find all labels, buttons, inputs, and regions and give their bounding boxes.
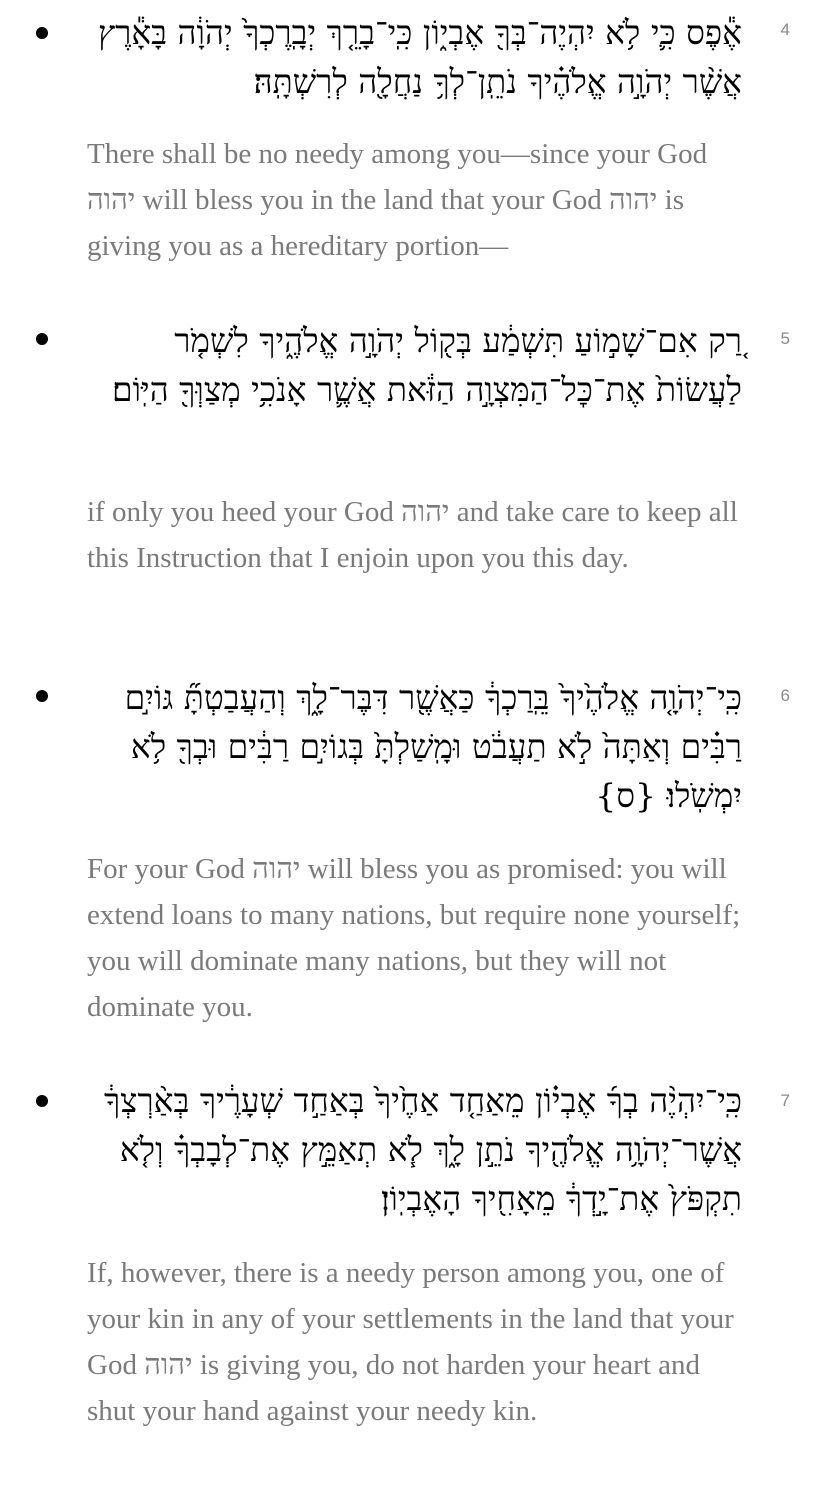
english-translation: For your God יהוה will bless you as promised: you will extend loans to many nations, but require none yourself; you will dominate many nations, but they will not dominate you.: [87, 853, 741, 1023]
english-translation: There shall be no needy among you—since your God יהוה will bless you in the land that your God יהוה is giving you as a hereditary portion—: [87, 138, 708, 262]
bullet-icon: [36, 333, 48, 345]
verse-number: 4: [780, 20, 790, 39]
english-translation: if only you heed your God יהוה and take care to keep all this Instruction that I enjoin upon you this day.: [87, 496, 738, 574]
hebrew-text: רַ֚ק אִם־שָׁמ֣וֹעַ תִּשְׁמַ֔ע בְּק֖וֹל יְהֹוָ֣ה אֱלֹהֶ֑יךָ לִשְׁמֹ֤ר לַעֲשׂוֹת֙ אֶת־כׇּל־הַמִּצְוָ֣ה הַזֹּ֔את אֲשֶׁ֛ר אָנֹכִ֥י מְצַוְּךָ֖ הַיּֽוֹם׃: [112, 321, 742, 409]
bullet-icon: [36, 1095, 48, 1107]
bullet-icon: [36, 27, 48, 39]
english-translation: If, however, there is a needy person among you, one of your kin in any of your settlements in the land that your God יהוה is giving you, do not harden your heart and shut your hand against your needy kin.: [87, 1257, 734, 1427]
hebrew-text: כִּֽי־יְהֹוָ֤ה אֱלֹהֶ֙יךָ֙ בֵּֽרַכְךָ֔ כַּאֲשֶׁ֖ר דִּבֶּר־לָ֑ךְ וְהַעֲבַטְתָּ֞ גּוֹיִ֣ם רַבִּ֗ים וְאַתָּה֙ לֹ֣א תַעֲבֹ֔ט וּמָֽשַׁלְתָּ֙ בְּגוֹיִ֣ם רַבִּ֔ים וּבְךָ֖ לֹ֥א יִמְשֹֽׁלוּ׃ {ס}: [124, 678, 742, 815]
verse-number: 6: [780, 686, 790, 705]
bullet-icon: [36, 690, 48, 702]
verse-number: 5: [780, 329, 790, 348]
verse-number: 7: [780, 1091, 790, 1110]
hebrew-text: אֶ֕פֶס כִּ֛י לֹ֥א יִהְיֶה־בְּךָ֖ אֶבְי֑וֹן כִּֽי־בָרֵ֤ךְ יְבָֽרֶכְךָ֙ יְהֹוָ֔ה בָּאָ֕רֶץ אֲשֶׁ֨ר יְהֹוָ֣ה אֱלֹהֶ֗יךָ נֹתֵֽן־לְךָ֥ נַחֲלָ֖ה לְרִשְׁתָּֽהּ׃: [97, 13, 742, 101]
hebrew-text: כִּֽי־יִהְיֶ֨ה בְךָ֜ אֶבְי֗וֹן מֵאַחַ֤ד אַחֶ֙יךָ֙ בְּאַחַ֣ד שְׁעָרֶ֔יךָ בְּאַ֨רְצְךָ֔ אֲשֶׁר־יְהֹוָ֥ה אֱלֹהֶ֖יךָ נֹתֵ֣ן לָ֑ךְ לֹ֧א תְאַמֵּ֣ץ אֶת־לְבָבְךָ֗ וְלֹ֤א תִקְפֹּץ֙ אֶת־יָ֣דְךָ֔ מֵאָחִ֖יךָ הָאֶבְיֽוֹן׃: [103, 1081, 742, 1218]
